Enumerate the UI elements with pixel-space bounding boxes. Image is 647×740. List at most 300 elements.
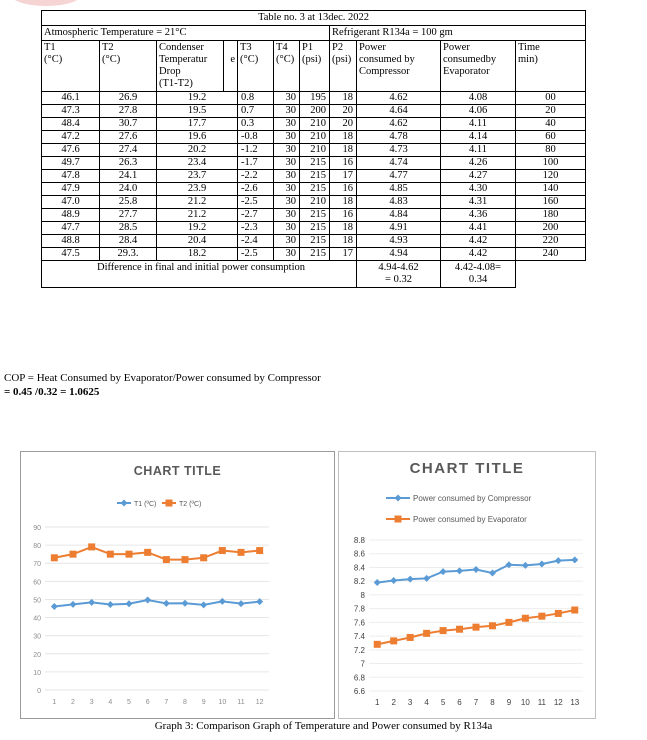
y-tick-label: 7 [360, 659, 365, 669]
atmospheric-temperature: Atmospheric Temperature = 21°C [42, 26, 330, 41]
table-cell: 00 [516, 92, 586, 105]
table-cell: 40 [516, 118, 586, 131]
table-cell: 210 [300, 196, 330, 209]
table-row [42, 183, 586, 196]
table-cell: 240 [516, 248, 586, 261]
header-cell-line: T2 [102, 42, 114, 53]
header-cell [42, 41, 100, 92]
data-point [144, 596, 151, 603]
table-cell: 215 [300, 248, 330, 261]
table-cell: 215 [300, 209, 330, 222]
table-cell: 210 [300, 118, 330, 131]
y-tick-label: 30 [33, 633, 41, 641]
y-tick-label: 8.6 [353, 549, 365, 559]
power-chart [338, 451, 596, 719]
table-cell: 29.3. [100, 248, 157, 261]
data-point [538, 613, 545, 620]
difference-compressor [357, 261, 441, 288]
table-cell: 30 [274, 144, 300, 157]
table-cell: 4.41 [441, 222, 516, 235]
x-tick-label: 12 [255, 699, 264, 706]
table-cell: -2.3 [238, 222, 274, 235]
data-point [51, 603, 58, 610]
data-point [456, 626, 463, 633]
table-row [42, 196, 586, 209]
table-body [42, 92, 586, 261]
header-cell [274, 41, 300, 92]
x-tick-label: 7 [164, 699, 169, 706]
table-cell: 30 [274, 248, 300, 261]
table-row [42, 248, 586, 261]
table-cell: 4.62 [357, 118, 441, 131]
header-cell-line: (°C) [102, 54, 121, 65]
x-tick-label: 9 [506, 698, 512, 707]
header-cell-line: consumed by [359, 54, 415, 65]
table-cell: 17 [330, 170, 357, 183]
header-cell-line: e [230, 54, 235, 65]
data-point [107, 551, 114, 558]
chart-1-title: CHART TITLE [133, 464, 222, 478]
table-cell: 30 [274, 222, 300, 235]
table-cell: 4.08 [441, 92, 516, 105]
legend-marker [166, 500, 173, 507]
table-cell: 19.2 [157, 222, 238, 235]
table-cell: 47.0 [42, 196, 100, 209]
table-cell: 21.2 [157, 196, 238, 209]
header-cell-line: Evaporator [443, 66, 490, 77]
header-cell-line: (°C) [240, 54, 259, 65]
difference-compressor-line2: = 0.32 [385, 274, 412, 285]
table-cell: -2.6 [238, 183, 274, 196]
table-cell: 47.7 [42, 222, 100, 235]
difference-evaporator [441, 261, 516, 288]
table-cell: 20 [516, 105, 586, 118]
data-point [182, 600, 189, 607]
cop-line-2: = 0.45 /0.32 = 1.0625 [4, 386, 100, 398]
table-cell: 19.2 [157, 92, 238, 105]
table-cell: 30 [274, 105, 300, 118]
table-row [42, 209, 586, 222]
table-row [42, 170, 586, 183]
table-cell: 4.26 [441, 157, 516, 170]
x-tick-label: 12 [553, 698, 563, 707]
x-tick-label: 5 [127, 699, 131, 706]
header-cell-line: (psi) [302, 54, 322, 65]
chart-2-title: CHART TITLE [409, 460, 525, 477]
header-cell-line: Compressor [359, 66, 410, 77]
table-cell: 16 [330, 209, 357, 222]
table-cell: -1.7 [238, 157, 274, 170]
table-cell: 19.5 [157, 105, 238, 118]
temperature-chart [20, 451, 335, 719]
table-cell: 215 [300, 170, 330, 183]
table-cell: 30 [274, 131, 300, 144]
table-cell: 4.78 [357, 131, 441, 144]
header-cell-line: (°C) [44, 54, 63, 65]
table-cell: 80 [516, 144, 586, 157]
table-cell: 4.30 [441, 183, 516, 196]
table-header-row [42, 41, 586, 92]
header-cell [357, 41, 441, 92]
table-cell: 4.77 [357, 170, 441, 183]
data-point [440, 627, 447, 634]
x-tick-label: 7 [473, 698, 479, 707]
table-cell: 160 [516, 196, 586, 209]
table-title: Table no. 3 at 13dec. 2022 [42, 11, 586, 26]
table-cell: 23.4 [157, 157, 238, 170]
table-cell: 18 [330, 144, 357, 157]
cop-line-1: COP = Heat Consumed by Evaporator/Power consumed by Compressor [4, 372, 321, 384]
header-cell [516, 41, 586, 92]
refrigerant-info: Refrigerant R134a = 100 gm [330, 26, 586, 41]
x-tick-label: 9 [201, 699, 206, 706]
x-tick-label: 4 [108, 699, 113, 706]
difference-evaporator-line2: 0.34 [468, 274, 488, 285]
table-cell: 4.85 [357, 183, 441, 196]
y-tick-label: 70 [33, 561, 41, 569]
table-cell: 200 [516, 222, 586, 235]
table-cell: 30 [274, 196, 300, 209]
data-point [555, 610, 562, 617]
table-cell: 4.93 [357, 235, 441, 248]
data-point [51, 554, 58, 561]
table-cell: 215 [300, 157, 330, 170]
table-cell: 4.83 [357, 196, 441, 209]
header-cell-line: Power [443, 42, 470, 53]
table-row [42, 144, 586, 157]
table-cell: 48.4 [42, 118, 100, 131]
table-cell: 30 [274, 183, 300, 196]
table-cell: 30 [274, 170, 300, 183]
table-cell: 28.4 [100, 235, 157, 248]
y-tick-label: 8.4 [353, 563, 365, 573]
data-point [374, 579, 381, 586]
data-point [182, 556, 189, 563]
table-cell: 195 [300, 92, 330, 105]
table-cell: 47.8 [42, 170, 100, 183]
header-cell-line: (°C) [276, 54, 295, 65]
x-tick-label: 2 [71, 699, 75, 706]
table-cell: 4.06 [441, 105, 516, 118]
y-tick-label: 50 [33, 597, 41, 605]
legend-marker [121, 500, 128, 507]
table-cell: 0.3 [238, 118, 274, 131]
data-point [126, 551, 133, 558]
data-point [390, 577, 397, 584]
table-cell: 4.74 [357, 157, 441, 170]
legend-label: Power consumed by Compressor [413, 494, 532, 503]
header-cell-line: Drop [159, 66, 181, 77]
data-table-wrapper [41, 10, 585, 288]
x-tick-label: 3 [407, 698, 413, 707]
header-cell-line: Condenser [159, 42, 204, 53]
y-tick-label: 6.6 [353, 687, 365, 696]
table-cell: 47.6 [42, 144, 100, 157]
decorative-arc [10, 0, 82, 6]
table-cell: 18 [330, 235, 357, 248]
table-cell: 0.8 [238, 92, 274, 105]
table-cell: 47.2 [42, 131, 100, 144]
table-cell: 18.2 [157, 248, 238, 261]
y-tick-label: 90 [33, 525, 41, 532]
header-cell-line: Power [359, 42, 386, 53]
difference-evaporator-line1: 4.42-4.08= [454, 262, 502, 273]
table-cell: 30 [274, 157, 300, 170]
table-cell: 30.7 [100, 118, 157, 131]
table-cell: 20 [330, 118, 357, 131]
table-cell: 26.9 [100, 92, 157, 105]
table-cell: -0.8 [238, 131, 274, 144]
y-tick-label: 20 [33, 651, 41, 659]
table-cell: 46.1 [42, 92, 100, 105]
table-cell: 4.11 [441, 144, 516, 157]
table-cell: 16 [330, 157, 357, 170]
table-cell: 23.7 [157, 170, 238, 183]
data-point [407, 634, 414, 641]
table-cell: 16 [330, 183, 357, 196]
table-row [42, 157, 586, 170]
x-tick-label: 13 [570, 698, 580, 707]
data-point [88, 543, 95, 550]
data-point [522, 615, 529, 622]
data-point [473, 624, 480, 631]
y-tick-label: 7.8 [353, 604, 365, 614]
header-cell-line: T1 [44, 42, 56, 53]
data-point [440, 568, 447, 575]
table-cell: 215 [300, 183, 330, 196]
x-tick-label: 8 [183, 699, 187, 706]
table-cell: -2.2 [238, 170, 274, 183]
table-cell: 27.4 [100, 144, 157, 157]
table-cell: 27.6 [100, 131, 157, 144]
table-cell: 200 [300, 105, 330, 118]
data-point [423, 630, 430, 637]
table-cell: 25.8 [100, 196, 157, 209]
table-cell: 49.7 [42, 157, 100, 170]
table-cell: -2.5 [238, 196, 274, 209]
data-point [163, 556, 170, 563]
power-chart-svg [339, 452, 595, 718]
table-cell: 30 [274, 92, 300, 105]
header-cell-line: T3 [240, 42, 252, 53]
y-tick-label: 80 [33, 543, 41, 551]
header-cell [224, 41, 238, 92]
table-cell: 47.5 [42, 248, 100, 261]
table-cell: 215 [300, 222, 330, 235]
table-row [42, 235, 586, 248]
temperature-chart-svg [21, 452, 334, 718]
table-cell: 17 [330, 248, 357, 261]
table-cell: 17.7 [157, 118, 238, 131]
y-tick-label: 8.2 [353, 577, 365, 587]
x-tick-label: 4 [424, 698, 429, 707]
header-cell [238, 41, 274, 92]
data-point [107, 601, 114, 608]
y-tick-label: 7.2 [353, 645, 365, 655]
table-cell: 27.7 [100, 209, 157, 222]
data-point [200, 601, 207, 608]
table-cell: 27.8 [100, 105, 157, 118]
data-point [456, 567, 463, 574]
y-tick-label: 10 [33, 669, 41, 677]
data-point [390, 637, 397, 644]
table-cell: 20.2 [157, 144, 238, 157]
data-point [163, 600, 170, 607]
y-tick-label: 0 [37, 688, 41, 695]
table-cell: 19.6 [157, 131, 238, 144]
header-cell [330, 41, 357, 92]
table-cell: 4.73 [357, 144, 441, 157]
y-tick-label: 8.8 [353, 536, 365, 545]
y-tick-label: 8 [360, 590, 365, 600]
table-cell: 28.5 [100, 222, 157, 235]
x-tick-label: 6 [457, 698, 462, 707]
table-cell: 48.8 [42, 235, 100, 248]
table-cell: 4.27 [441, 170, 516, 183]
header-cell-line: (psi) [332, 54, 352, 65]
table-cell: 47.9 [42, 183, 100, 196]
x-tick-label: 11 [237, 699, 245, 706]
data-point [505, 619, 512, 626]
x-tick-label: 3 [89, 699, 94, 706]
table-row [42, 131, 586, 144]
data-point [571, 556, 578, 563]
data-point [238, 600, 245, 607]
table-cell: 26.3 [100, 157, 157, 170]
table-cell: -1.2 [238, 144, 274, 157]
data-point [70, 551, 77, 558]
y-tick-label: 60 [33, 579, 41, 587]
header-cell-line: Time [518, 42, 540, 53]
legend-marker [395, 516, 402, 523]
legend-label: T1 (ºC) [134, 501, 157, 508]
x-tick-label: 2 [391, 698, 396, 707]
table-cell: 23.9 [157, 183, 238, 196]
x-tick-label: 1 [52, 699, 57, 706]
header-cell [157, 41, 224, 92]
legend-marker [395, 495, 402, 502]
x-tick-label: 8 [490, 698, 495, 707]
table-cell: 18 [330, 92, 357, 105]
legend-label: T2 (ºC) [179, 501, 202, 508]
data-point [489, 569, 496, 576]
table-row [42, 105, 586, 118]
table-cell: 30 [274, 235, 300, 248]
table-cell: 4.11 [441, 118, 516, 131]
table-cell: 18 [330, 196, 357, 209]
data-point [489, 622, 496, 629]
table-cell: 24.1 [100, 170, 157, 183]
data-point [219, 547, 226, 554]
table-cell: 47.3 [42, 105, 100, 118]
table-cell: 60 [516, 131, 586, 144]
header-cell-line: P2 [332, 42, 344, 53]
x-tick-label: 11 [537, 698, 547, 707]
data-point [200, 554, 207, 561]
data-point [70, 601, 77, 608]
table-cell: 4.84 [357, 209, 441, 222]
table-cell: 30 [274, 209, 300, 222]
y-tick-label: 7.4 [353, 632, 365, 642]
table-cell: 0.7 [238, 105, 274, 118]
header-cell [441, 41, 516, 92]
data-point [144, 549, 151, 556]
series-line [54, 547, 259, 560]
table-cell: 140 [516, 183, 586, 196]
x-tick-label: 10 [218, 699, 227, 706]
y-tick-label: 7.6 [353, 618, 365, 628]
table-cell: 220 [516, 235, 586, 248]
x-tick-label: 5 [440, 698, 446, 707]
table-cell: 100 [516, 157, 586, 170]
header-cell-line: consumedby [443, 54, 497, 65]
table-cell: 4.64 [357, 105, 441, 118]
table-cell: 24.0 [100, 183, 157, 196]
difference-compressor-line1: 4.94-4.62 [378, 262, 419, 273]
header-cell [100, 41, 157, 92]
table-cell: 20 [330, 105, 357, 118]
data-table [41, 10, 586, 288]
header-cell [300, 41, 330, 92]
table-cell: 48.9 [42, 209, 100, 222]
x-tick-label: 1 [375, 698, 380, 707]
table-cell: 4.14 [441, 131, 516, 144]
table-cell: 210 [300, 144, 330, 157]
table-cell: 4.91 [357, 222, 441, 235]
x-tick-label: 6 [145, 699, 150, 706]
header-cell-line: min) [518, 54, 538, 65]
table-cell: 180 [516, 209, 586, 222]
data-point [256, 547, 263, 554]
data-point [374, 641, 381, 648]
table-row [42, 222, 586, 235]
table-row [42, 118, 586, 131]
header-cell-line: Temperatur [159, 54, 208, 65]
table-cell: 21.2 [157, 209, 238, 222]
header-cell-line: (T1-T2) [159, 78, 193, 89]
data-point [126, 600, 133, 607]
data-point [571, 607, 578, 614]
difference-label [42, 261, 357, 288]
table-cell: 210 [300, 131, 330, 144]
table-cell: 18 [330, 222, 357, 235]
table-cell: 120 [516, 170, 586, 183]
table-cell: -2.7 [238, 209, 274, 222]
legend-label: Power consumed by Evaporator [413, 515, 527, 524]
empty-cell [516, 261, 586, 288]
table-cell: 18 [330, 131, 357, 144]
table-cell: 30 [274, 118, 300, 131]
data-point [555, 557, 562, 564]
table-cell: -2.4 [238, 235, 274, 248]
data-point [238, 549, 245, 556]
series-line [54, 600, 259, 607]
table-cell: 4.42 [441, 235, 516, 248]
table-cell: 4.94 [357, 248, 441, 261]
y-tick-label: 40 [33, 615, 41, 623]
graph-caption: Graph 3: Comparison Graph of Temperature and Power consumed by R134a [154, 720, 493, 732]
data-point [538, 561, 545, 568]
table-cell: 215 [300, 235, 330, 248]
table-cell: 20.4 [157, 235, 238, 248]
y-tick-label: 6.8 [353, 673, 365, 683]
difference-label-text: Difference in final and initial power consumption [97, 262, 305, 273]
table-cell: 4.36 [441, 209, 516, 222]
header-cell-line: T4 [276, 42, 288, 53]
table-cell: 4.31 [441, 196, 516, 209]
table-cell: 4.62 [357, 92, 441, 105]
cop-formula [4, 371, 321, 399]
